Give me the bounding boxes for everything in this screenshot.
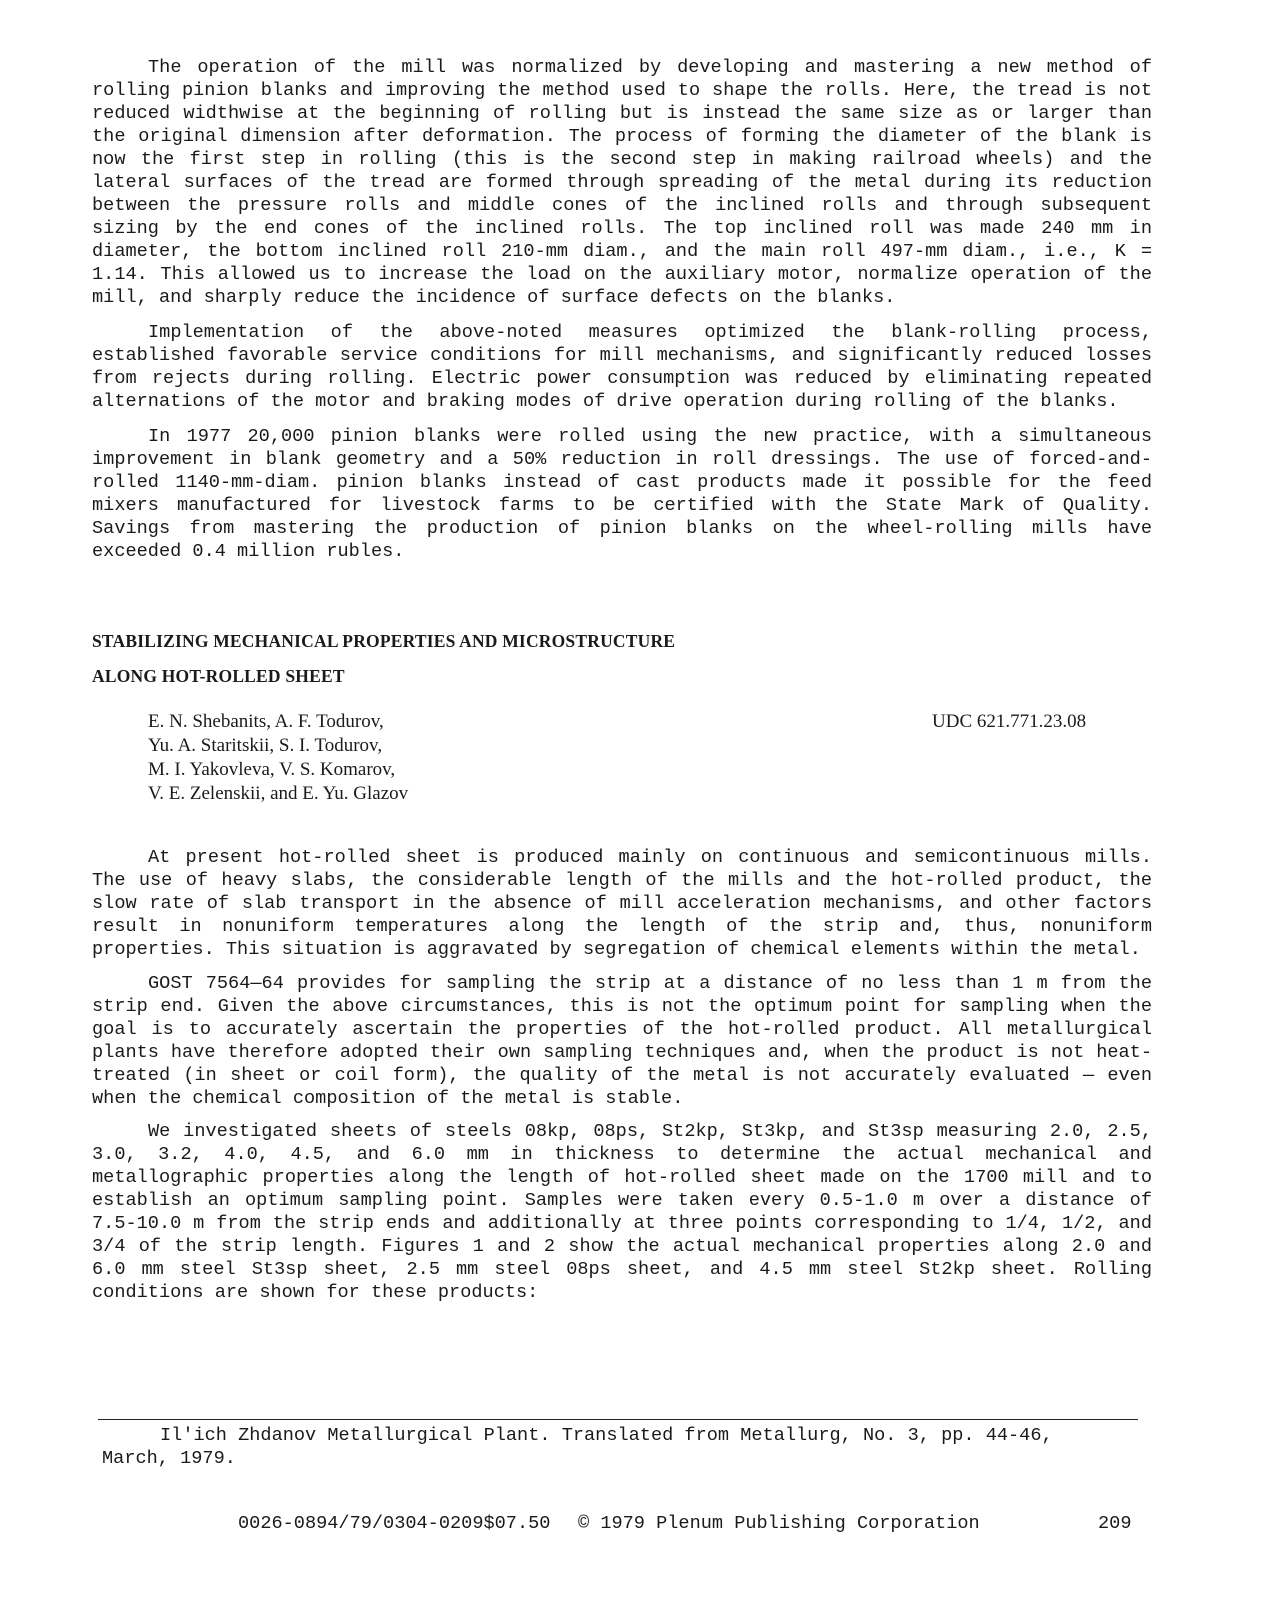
- article-title-line-1: STABILIZING MECHANICAL PROPERTIES AND MICROSTRUCTURE: [92, 631, 676, 651]
- paragraph-1977-results: In 1977 20,000 pinion blanks were rolled using the new practice, with a simultaneous improvement in blank geometry and a 50% reduction in roll dressings. The use of forced-and-rolled 1140-mm-diam. pinion blanks instead of cast products made it possible for the feed mixers manufactured for livestock farms to be certified with the State Mark of Quality. Savings from mastering the production of pinion blanks on the wheel-rolling mills have exceeded 0.4 million rubles.: [92, 426, 1152, 562]
- footnote-separator: [98, 1419, 1138, 1420]
- author-line: M. I. Yakovleva, V. S. Komarov,: [148, 759, 396, 780]
- publication-code: 0026-0894/79/0304-0209$07.50: [238, 1513, 551, 1534]
- paragraph-gost-sampling: GOST 7564—64 provides for sampling the strip at a distance of no less than 1 m from the strip end. Given the above circumstances, this is not the optimum point for sampling when the goal is to accurately ascertain the properties of the hot-rolled product. All metallurgical plants have therefore adopted their own sampling techniques and, when the product is not heat-treated (in sheet or coil form), the quality of the metal is not accurately evaluated — even when the chemical composition of the metal is stable.: [92, 973, 1152, 1109]
- author-line: Yu. A. Staritskii, S. I. Todurov,: [148, 735, 383, 756]
- page-number: 209: [1098, 1513, 1132, 1534]
- author-line: V. E. Zelenskii, and E. Yu. Glazov: [148, 783, 409, 804]
- paragraph-hot-rolled-intro: At present hot-rolled sheet is produced mainly on continuous and semicontinuous mills. The use of heavy slabs, the considerable length of the mills and the hot-rolled product, the slow rate of slab transport in the absence of mill acceleration mechanisms, and other factors result in nonuniform temperatures along the length of the strip and, thus, nonuniform properties. This situation is aggravated by segregation of chemical elements within the metal.: [92, 847, 1152, 960]
- copyright-notice: © 1979 Plenum Publishing Corporation: [578, 1513, 980, 1534]
- paragraph-investigation: We investigated sheets of steels 08kp, 08ps, St2kp, St3kp, and St3sp measuring 2.0, 2.5, 3.0, 3.2, 4.0, 4.5, and 6.0 mm in thickness to determine the actual mechanical and metallographic properties along the length of hot-rolled sheet made on the 1700 mill and to establish an optimum sampling point. Samples were taken every 0.5-1.0 m over a distance of 7.5-10.0 m from the strip ends and additionally at three points corresponding to 1/4, 1/2, and 3/4 of the strip length. Figures 1 and 2 show the actual mechanical properties along 2.0 and 6.0 mm steel St3sp sheet, 2.5 mm steel 08ps sheet, and 4.5 mm steel St2kp sheet. Rolling conditions are shown for these products:: [92, 1121, 1152, 1303]
- udc-code: UDC 621.771.23.08: [932, 711, 1087, 732]
- article-title-line-2: ALONG HOT-ROLLED SHEET: [92, 666, 345, 686]
- footnote: Il'ich Zhdanov Metallurgical Plant. Translated from Metallurg, No. 3, pp. 44-46, March, 1979.: [102, 1425, 1053, 1469]
- paragraph-mill-operation: The operation of the mill was normalized by developing and mastering a new method of rolling pinion blanks and improving the method used to shape the rolls. Here, the tread is not reduced widthwise at the beginning of rolling but is instead the same size as or larger than the original dimension after deformation. The process of forming the diameter of the blank is now the first step in rolling (this is the second step in making railroad wheels) and the lateral surfaces of the tread are formed through spreading of the metal during its reduction between the pressure rolls and middle cones of the inclined rolls and through subsequent sizing by the end cones of the inclined rolls. The top inclined roll was made 240 mm in diameter, the bottom inclined roll 210-mm diam., and the main roll 497-mm diam., i.e., K = 1.14. This allowed us to increase the load on the auxiliary motor, normalize operation of the mill, and sharply reduce the incidence of surface defects on the blanks.: [92, 57, 1152, 308]
- paragraph-implementation: Implementation of the above-noted measures optimized the blank-rolling process, established favorable service conditions for mill mechanisms, and significantly reduced losses from rejects during rolling. Electric power consumption was reduced by eliminating repeated alternations of the motor and braking modes of drive operation during rolling of the blanks.: [92, 322, 1152, 412]
- author-list: [148, 710, 408, 806]
- author-line: E. N. Shebanits, A. F. Todurov,: [148, 711, 384, 732]
